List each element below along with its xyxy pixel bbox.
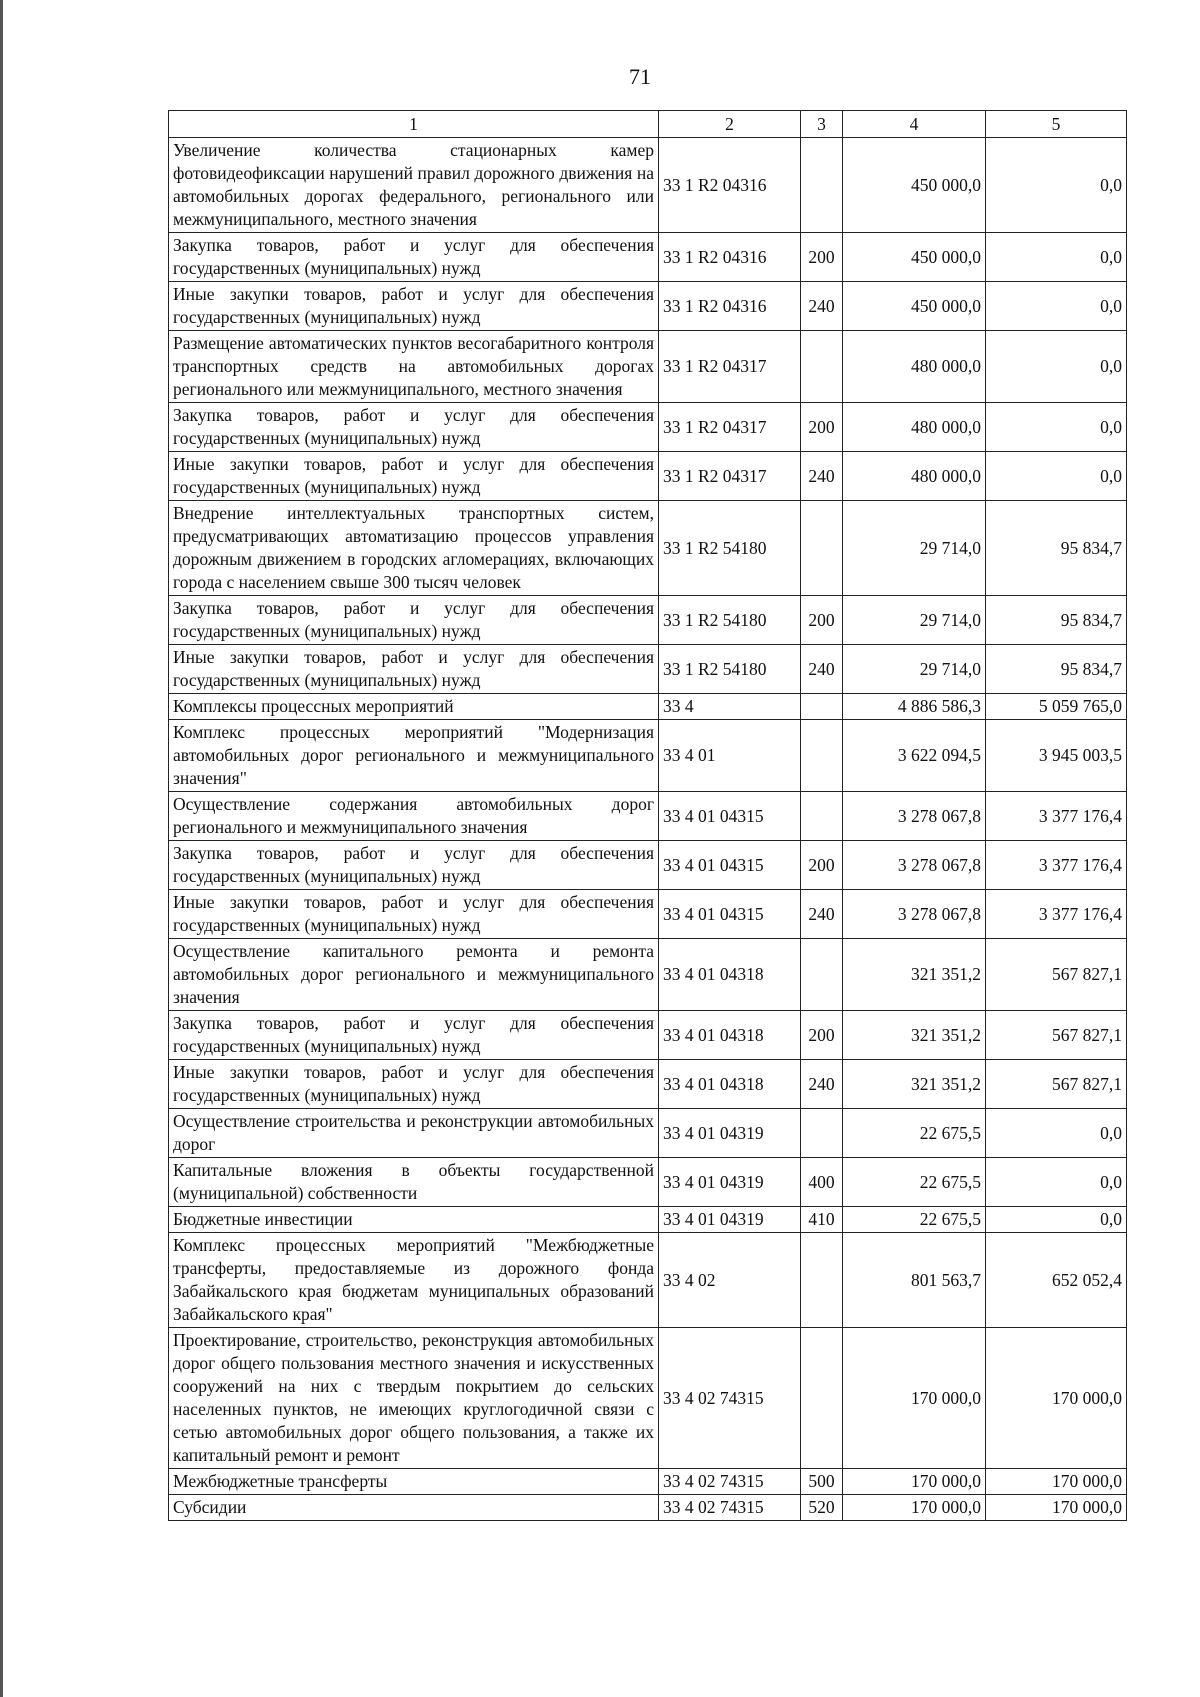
- row-amount-2: 170 000,0: [986, 1495, 1127, 1521]
- row-amount-1: 170 000,0: [843, 1495, 986, 1521]
- row-expense-type: [801, 939, 843, 1011]
- row-code: 33 4 01 04319: [659, 1207, 801, 1233]
- row-expense-type: 400: [801, 1158, 843, 1207]
- row-name: Закупка товаров, работ и услуг для обеспечения государственных (муниципальных) нужд: [169, 233, 659, 282]
- row-expense-type: [801, 331, 843, 403]
- row-amount-2: 0,0: [986, 331, 1127, 403]
- table-row: [169, 1495, 1127, 1521]
- row-name: Субсидии: [169, 1495, 659, 1521]
- row-expense-type: [801, 1233, 843, 1328]
- table-row: [169, 694, 1127, 720]
- row-code: 33 4 02 74315: [659, 1495, 801, 1521]
- row-code: 33 4 01 04318: [659, 939, 801, 1011]
- row-name: Иные закупки товаров, работ и услуг для обеспечения государственных (муниципальных) нужд: [169, 890, 659, 939]
- row-amount-1: 22 675,5: [843, 1109, 986, 1158]
- row-amount-2: 0,0: [986, 138, 1127, 233]
- row-amount-1: 22 675,5: [843, 1207, 986, 1233]
- row-amount-1: 4 886 586,3: [843, 694, 986, 720]
- row-expense-type: [801, 720, 843, 792]
- table-row: [169, 501, 1127, 596]
- table-row: [169, 403, 1127, 452]
- row-amount-2: 170 000,0: [986, 1328, 1127, 1469]
- row-amount-1: 29 714,0: [843, 645, 986, 694]
- row-expense-type: 240: [801, 282, 843, 331]
- row-amount-2: 567 827,1: [986, 1060, 1127, 1109]
- row-code: 33 1 R2 04317: [659, 452, 801, 501]
- row-amount-2: 3 377 176,4: [986, 890, 1127, 939]
- table-row: [169, 1158, 1127, 1207]
- budget-table: [168, 110, 1127, 1521]
- page-number: 71: [629, 64, 651, 89]
- table-row: [169, 1060, 1127, 1109]
- row-amount-2: 170 000,0: [986, 1469, 1127, 1495]
- row-amount-1: 321 351,2: [843, 1060, 986, 1109]
- row-amount-1: 450 000,0: [843, 233, 986, 282]
- row-code: 33 4 01: [659, 720, 801, 792]
- row-code: 33 1 R2 54180: [659, 501, 801, 596]
- row-expense-type: 200: [801, 841, 843, 890]
- table-row: [169, 282, 1127, 331]
- row-amount-1: 480 000,0: [843, 403, 986, 452]
- row-code: 33 1 R2 04317: [659, 403, 801, 452]
- row-expense-type: [801, 138, 843, 233]
- row-amount-1: 29 714,0: [843, 596, 986, 645]
- table-row: [169, 233, 1127, 282]
- row-name: Закупка товаров, работ и услуг для обеспечения государственных (муниципальных) нужд: [169, 1011, 659, 1060]
- table-row: [169, 890, 1127, 939]
- col-header-2: 2: [659, 111, 801, 138]
- row-amount-2: 3 377 176,4: [986, 841, 1127, 890]
- row-amount-1: 3 622 094,5: [843, 720, 986, 792]
- row-expense-type: 240: [801, 890, 843, 939]
- row-name: Закупка товаров, работ и услуг для обеспечения государственных (муниципальных) нужд: [169, 596, 659, 645]
- row-expense-type: [801, 1328, 843, 1469]
- table-body: [169, 138, 1127, 1521]
- row-amount-2: 5 059 765,0: [986, 694, 1127, 720]
- table-row: [169, 841, 1127, 890]
- table-row: [169, 452, 1127, 501]
- table-row: [169, 1233, 1127, 1328]
- row-expense-type: 200: [801, 1011, 843, 1060]
- row-name: Иные закупки товаров, работ и услуг для обеспечения государственных (муниципальных) нужд: [169, 1060, 659, 1109]
- row-amount-2: 95 834,7: [986, 645, 1127, 694]
- row-code: 33 1 R2 04316: [659, 138, 801, 233]
- header-row: [169, 111, 1127, 138]
- row-code: 33 4 01 04318: [659, 1011, 801, 1060]
- table-row: [169, 645, 1127, 694]
- table-row: [169, 720, 1127, 792]
- row-amount-2: 567 827,1: [986, 939, 1127, 1011]
- row-name: Бюджетные инвестиции: [169, 1207, 659, 1233]
- row-expense-type: [801, 694, 843, 720]
- row-amount-1: 321 351,2: [843, 939, 986, 1011]
- row-amount-1: 3 278 067,8: [843, 841, 986, 890]
- row-name: Межбюджетные трансферты: [169, 1469, 659, 1495]
- row-amount-1: 480 000,0: [843, 452, 986, 501]
- row-expense-type: 410: [801, 1207, 843, 1233]
- row-expense-type: 240: [801, 1060, 843, 1109]
- row-name: Иные закупки товаров, работ и услуг для обеспечения государственных (муниципальных) нужд: [169, 452, 659, 501]
- table-row: [169, 331, 1127, 403]
- row-amount-2: 0,0: [986, 403, 1127, 452]
- row-amount-1: 170 000,0: [843, 1328, 986, 1469]
- row-name: Иные закупки товаров, работ и услуг для обеспечения государственных (муниципальных) нужд: [169, 282, 659, 331]
- row-amount-1: 801 563,7: [843, 1233, 986, 1328]
- row-amount-2: 3 945 003,5: [986, 720, 1127, 792]
- row-expense-type: 520: [801, 1495, 843, 1521]
- row-expense-type: [801, 1109, 843, 1158]
- row-name: Внедрение интеллектуальных транспортных систем, предусматривающих автоматизацию процессов управления дорожным движением в городских агломерациях, включающих города с населением свыше 300 тысяч человек: [169, 501, 659, 596]
- col-header-4: 4: [843, 111, 986, 138]
- row-amount-2: 0,0: [986, 282, 1127, 331]
- table-row: [169, 1469, 1127, 1495]
- row-amount-1: 170 000,0: [843, 1469, 986, 1495]
- row-name: Комплексы процессных мероприятий: [169, 694, 659, 720]
- row-amount-2: 95 834,7: [986, 501, 1127, 596]
- row-code: 33 4 01 04318: [659, 1060, 801, 1109]
- scan-edge: [0, 0, 3, 1697]
- row-name: Размещение автоматических пунктов весогабаритного контроля транспортных средств на автомобильных дорогах регионального или межмуниципального, местного значения: [169, 331, 659, 403]
- table-row: [169, 939, 1127, 1011]
- row-amount-2: 0,0: [986, 233, 1127, 282]
- table-row: [169, 792, 1127, 841]
- row-code: 33 4 01 04319: [659, 1109, 801, 1158]
- row-name: Осуществление капитального ремонта и ремонта автомобильных дорог регионального и межмуниципального значения: [169, 939, 659, 1011]
- row-name: Осуществление содержания автомобильных дорог регионального и межмуниципального значения: [169, 792, 659, 841]
- row-name: Капитальные вложения в объекты государственной (муниципальной) собственности: [169, 1158, 659, 1207]
- row-amount-1: 22 675,5: [843, 1158, 986, 1207]
- table-row: [169, 1011, 1127, 1060]
- table-row: [169, 1109, 1127, 1158]
- row-code: 33 1 R2 54180: [659, 596, 801, 645]
- row-code: 33 4 02 74315: [659, 1469, 801, 1495]
- row-amount-1: 3 278 067,8: [843, 890, 986, 939]
- row-expense-type: 200: [801, 403, 843, 452]
- table-row: [169, 1328, 1127, 1469]
- row-amount-1: 450 000,0: [843, 282, 986, 331]
- row-code: 33 4 01 04315: [659, 792, 801, 841]
- row-amount-2: 567 827,1: [986, 1011, 1127, 1060]
- row-name: Осуществление строительства и реконструкции автомобильных дорог: [169, 1109, 659, 1158]
- row-code: 33 1 R2 04316: [659, 282, 801, 331]
- row-amount-1: 480 000,0: [843, 331, 986, 403]
- row-expense-type: 240: [801, 645, 843, 694]
- row-code: 33 4 01 04315: [659, 841, 801, 890]
- row-amount-2: 0,0: [986, 1109, 1127, 1158]
- row-code: 33 1 R2 04317: [659, 331, 801, 403]
- row-expense-type: 240: [801, 452, 843, 501]
- row-code: 33 4 02 74315: [659, 1328, 801, 1469]
- row-amount-1: 321 351,2: [843, 1011, 986, 1060]
- row-code: 33 1 R2 04316: [659, 233, 801, 282]
- row-name: Комплекс процессных мероприятий "Межбюджетные трансферты, предоставляемые из дорожного фонда Забайкальского края бюджетам муниципальных образований Забайкальского края": [169, 1233, 659, 1328]
- row-name: Иные закупки товаров, работ и услуг для обеспечения государственных (муниципальных) нужд: [169, 645, 659, 694]
- row-name: Проектирование, строительство, реконструкция автомобильных дорог общего пользования местного значения и искусственных сооружений на них с твердым покрытием до сельских населенных пунктов, не имеющих круглогодичной связи с сетью автомобильных дорог общего пользования, а также их капитальный ремонт и ремонт: [169, 1328, 659, 1469]
- table-row: [169, 596, 1127, 645]
- row-amount-2: 95 834,7: [986, 596, 1127, 645]
- col-header-5: 5: [986, 111, 1127, 138]
- row-name: Комплекс процессных мероприятий "Модернизация автомобильных дорог регионального и межмуниципального значения": [169, 720, 659, 792]
- row-amount-1: 29 714,0: [843, 501, 986, 596]
- row-expense-type: 500: [801, 1469, 843, 1495]
- row-code: 33 4: [659, 694, 801, 720]
- row-amount-2: 3 377 176,4: [986, 792, 1127, 841]
- row-amount-1: 3 278 067,8: [843, 792, 986, 841]
- row-amount-2: 0,0: [986, 1207, 1127, 1233]
- row-expense-type: 200: [801, 596, 843, 645]
- row-name: Увеличение количества стационарных камер фотовидеофиксации нарушений правил дорожного движения на автомобильных дорогах федерального, регионального или межмуниципального, местного значения: [169, 138, 659, 233]
- table-row: [169, 138, 1127, 233]
- row-code: 33 4 01 04319: [659, 1158, 801, 1207]
- row-name: Закупка товаров, работ и услуг для обеспечения государственных (муниципальных) нужд: [169, 403, 659, 452]
- row-amount-2: 652 052,4: [986, 1233, 1127, 1328]
- row-amount-1: 450 000,0: [843, 138, 986, 233]
- row-expense-type: 200: [801, 233, 843, 282]
- row-code: 33 1 R2 54180: [659, 645, 801, 694]
- row-name: Закупка товаров, работ и услуг для обеспечения государственных (муниципальных) нужд: [169, 841, 659, 890]
- row-amount-2: 0,0: [986, 452, 1127, 501]
- row-expense-type: [801, 792, 843, 841]
- col-header-1: 1: [169, 111, 659, 138]
- row-amount-2: 0,0: [986, 1158, 1127, 1207]
- table-row: [169, 1207, 1127, 1233]
- row-code: 33 4 01 04315: [659, 890, 801, 939]
- row-code: 33 4 02: [659, 1233, 801, 1328]
- col-header-3: 3: [801, 111, 843, 138]
- row-expense-type: [801, 501, 843, 596]
